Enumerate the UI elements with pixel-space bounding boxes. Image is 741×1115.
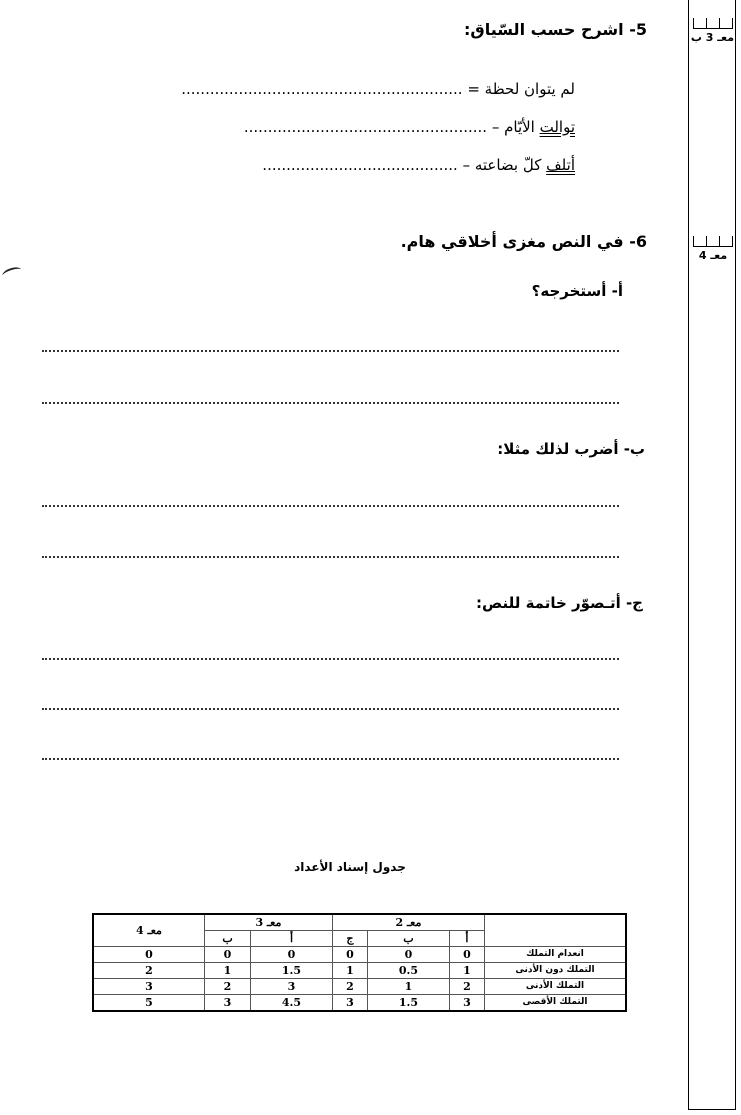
answer-line[interactable] [42,350,619,352]
q5-item-2-text: الأيّام – [487,118,540,136]
row-label: التملك الأدنى [485,979,627,995]
cell: 1 [449,963,484,979]
cell: 0 [251,947,333,963]
row-label: انعدام التملك [485,947,627,963]
cell: 2 [449,979,484,995]
sub-header: ب [368,931,450,947]
cell: 3 [93,979,204,995]
cell: 1.5 [251,963,333,979]
question-5-title: 5- اشرح حسب السّياق: [464,20,647,39]
answer-line[interactable] [42,658,619,660]
row-label: التملك دون الأدنى [485,963,627,979]
question-6-title: 6- في النص مغزى أخلاقي هام. [400,232,647,251]
underlined-word: أتلف [546,156,575,174]
grading-table-title: جدول إسناد الأعداد [294,860,406,874]
sub-header: ب [204,931,250,947]
cell: 1 [204,963,250,979]
cell: 0 [332,947,367,963]
answer-blank[interactable]: ......................................... [262,156,458,174]
cell: 3 [251,979,333,995]
cell: 2 [204,979,250,995]
answer-line[interactable] [42,505,619,507]
q5-item-2 [244,118,575,136]
cell: 0.5 [368,963,450,979]
cell: 1.5 [368,995,450,1012]
underlined-word: توالت [539,118,575,136]
cell: 1 [368,979,450,995]
grading-table [92,913,627,1012]
answer-line[interactable] [42,402,619,404]
cell: 0 [449,947,484,963]
cell: 2 [93,963,204,979]
cell: 2 [332,979,367,995]
cell: 3 [332,995,367,1012]
group-header: معـ 4 [93,914,204,947]
score-ticks [693,236,733,247]
pen-mark [1,265,23,281]
table-row [93,979,626,995]
row-label: التملك الأقصى [485,995,627,1012]
grading-margin-column [688,0,736,1110]
table-row [93,963,626,979]
cell: 3 [204,995,250,1012]
corner-cell [485,914,627,947]
q6-part-b: ب- أضرب لذلك مثلا: [497,440,645,458]
score-box-q6 [692,236,734,262]
table-row [93,995,626,1012]
cell: 0 [204,947,250,963]
cell: 5 [93,995,204,1012]
cell: 0 [93,947,204,963]
answer-line[interactable] [42,758,619,760]
q5-item-3-text: كلّ بضاعته – [457,156,547,174]
answer-line[interactable] [42,708,619,710]
q6-part-a: أ- أستخرجه؟ [531,282,623,300]
cell: 1 [332,963,367,979]
cell: 3 [449,995,484,1012]
group-header: معـ 3 [204,914,332,931]
q5-item-1-text: لم يتوان لحظة = [462,80,575,98]
q5-item-1 [181,80,575,98]
sub-header: أ [251,931,333,947]
cell: 0 [368,947,450,963]
answer-line[interactable] [42,556,619,558]
table-row [93,947,626,963]
score-box-q5 [692,18,734,44]
cell: 4.5 [251,995,333,1012]
q6-part-c: ج- أتـصوّر خاتمة للنص: [476,594,643,612]
score-ticks [693,18,733,29]
criterion-label: معـ 4 [698,249,728,262]
criterion-label: معـ 3 ب [690,31,734,44]
answer-blank[interactable]: ................................................... [243,118,488,136]
sub-header: أ [449,931,484,947]
q5-item-3 [262,156,575,174]
answer-blank[interactable]: ........................................................... [181,80,463,98]
group-header: معـ 2 [332,914,484,931]
sub-header: ج [332,931,367,947]
